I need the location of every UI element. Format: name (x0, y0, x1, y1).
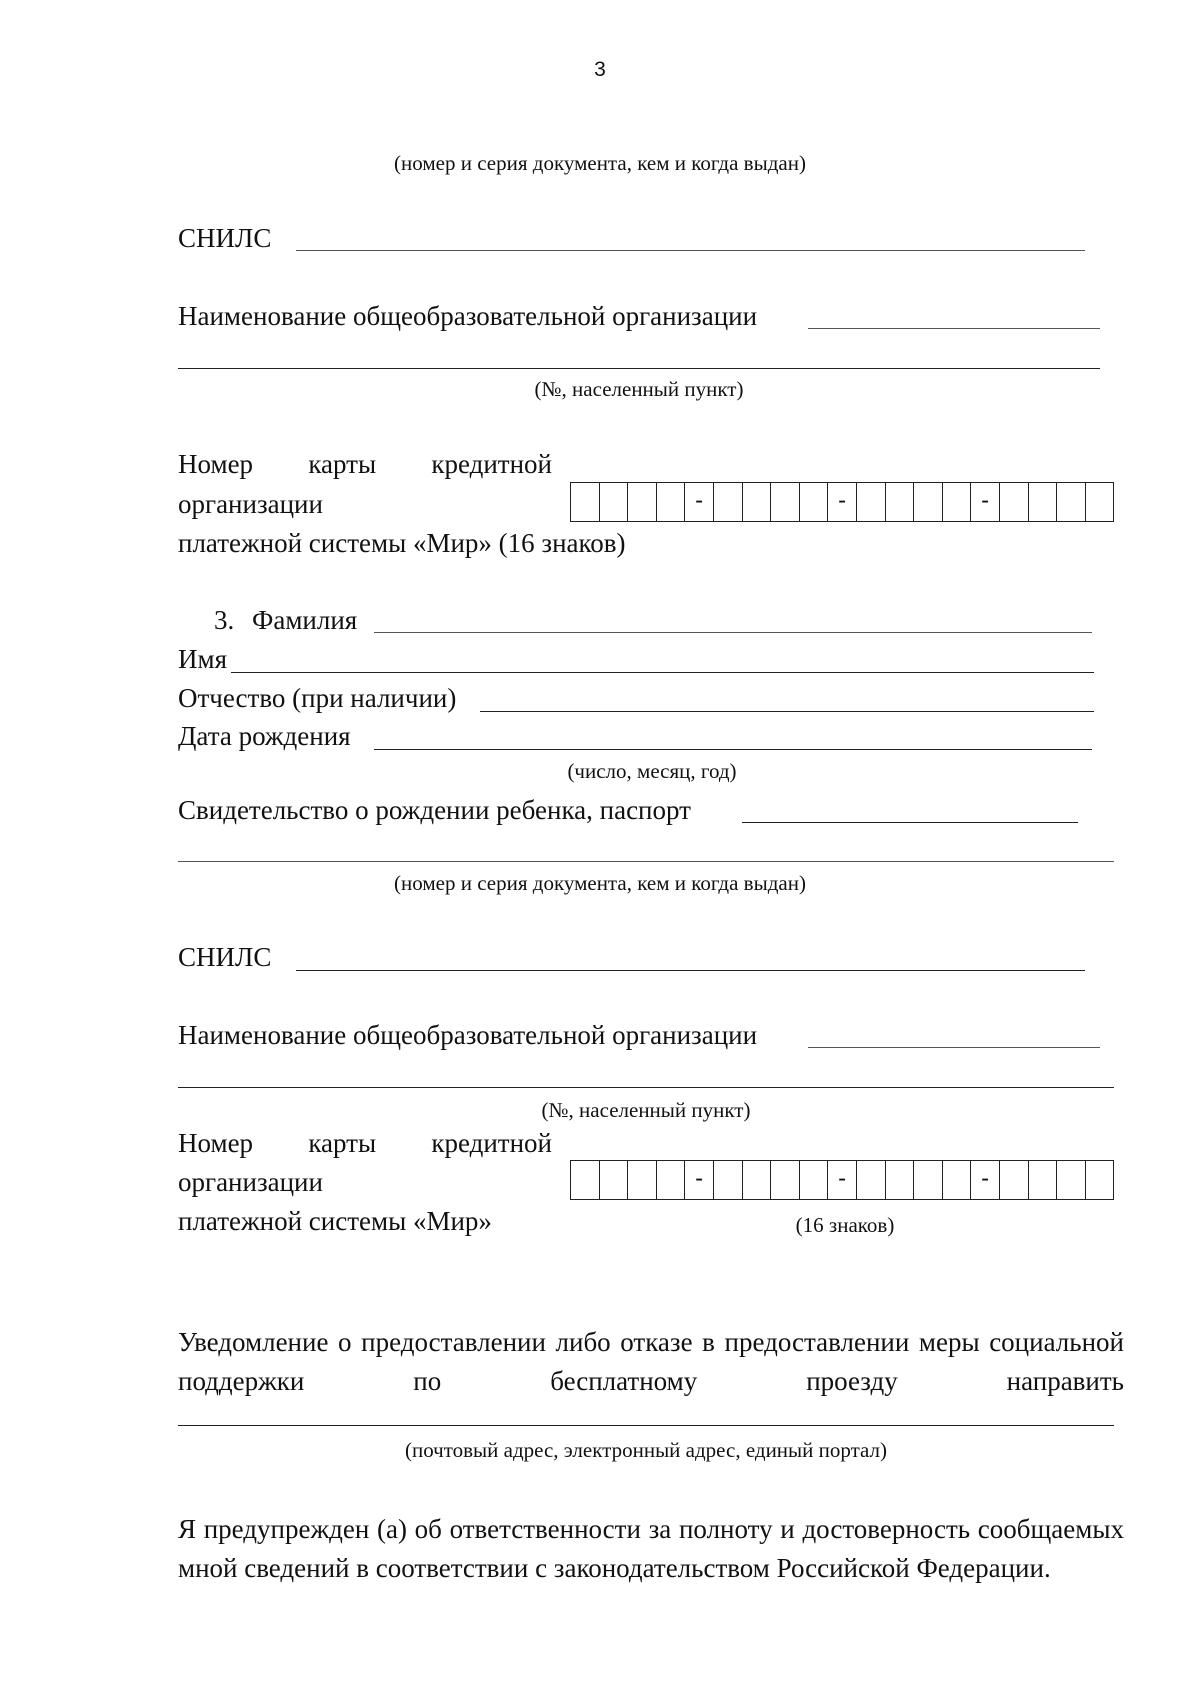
patronymic-field[interactable] (480, 711, 1094, 712)
school-field[interactable] (808, 328, 1100, 329)
school-field-line2[interactable] (178, 1087, 1114, 1088)
snils-field[interactable] (296, 970, 1085, 971)
card-digit-box[interactable] (571, 482, 600, 522)
card-label-line1: Номер карты кредитной (178, 449, 552, 479)
card-digit-box[interactable] (1086, 1160, 1115, 1200)
snils-label: СНИЛС (178, 223, 272, 253)
card-digit-box[interactable] (743, 1160, 772, 1200)
school-field-line2[interactable] (178, 368, 1100, 369)
birthdate-label: Дата рождения (178, 721, 351, 751)
card-label-line3: платежной системы «Мир» (178, 1206, 492, 1236)
name-label: Имя (178, 644, 228, 674)
card-separator: - (828, 1160, 857, 1200)
card-digit-box[interactable] (657, 1160, 686, 1200)
document-caption: (номер и серия документа, кем и когда выдан) (394, 871, 806, 895)
card-caption: (16 знаков) (795, 1213, 895, 1237)
card-digit-box[interactable] (857, 482, 886, 522)
patronymic-label: Отчество (при наличии) (178, 683, 457, 713)
snils-label: СНИЛС (178, 942, 272, 972)
surname-label: Фамилия (252, 605, 358, 635)
card-digit-box[interactable] (1000, 482, 1029, 522)
card-digit-box[interactable] (886, 1160, 915, 1200)
card-separator: - (971, 482, 1000, 522)
school-caption: (№, населенный пункт) (541, 1098, 751, 1122)
surname-field[interactable] (374, 632, 1092, 633)
document-caption: (номер и серия документа, кем и когда выдан) (394, 151, 806, 175)
school-caption: (№, населенный пункт) (534, 377, 744, 401)
card-digit-box[interactable] (743, 482, 772, 522)
card-digit-box[interactable] (943, 482, 972, 522)
card-label-line2: организации (178, 489, 323, 519)
certificate-field[interactable] (742, 822, 1078, 823)
notification-caption: (почтовый адрес, электронный адрес, единый портал) (404, 1438, 888, 1462)
card-digit-box[interactable] (1057, 1160, 1086, 1200)
card-digit-box[interactable] (771, 482, 800, 522)
card-label-line3: платежной системы «Мир» (16 знаков) (178, 528, 626, 558)
birthdate-caption: (число, месяц, год) (567, 759, 737, 783)
snils-field[interactable] (296, 250, 1085, 251)
card-digit-box[interactable] (1086, 482, 1115, 522)
name-field[interactable] (231, 672, 1094, 673)
card-label-line2: организации (178, 1167, 323, 1197)
card-digit-box[interactable] (628, 1160, 657, 1200)
school-label: Наименование общеобразовательной организации (178, 1020, 758, 1050)
card-digit-box[interactable] (1000, 1160, 1029, 1200)
card-digit-box[interactable] (1029, 482, 1058, 522)
card-digit-box[interactable] (714, 482, 743, 522)
section-number: 3. (214, 605, 235, 635)
page-number: 3 (594, 58, 606, 81)
birthdate-field[interactable] (374, 749, 1092, 750)
notification-address-field[interactable] (178, 1425, 1114, 1426)
card-digit-box[interactable] (800, 1160, 829, 1200)
card-number-boxes[interactable] (570, 1160, 1114, 1200)
card-digit-box[interactable] (914, 1160, 943, 1200)
certificate-field-line2[interactable] (178, 861, 1114, 862)
card-digit-box[interactable] (771, 1160, 800, 1200)
card-separator: - (685, 482, 714, 522)
card-digit-box[interactable] (857, 1160, 886, 1200)
card-digit-box[interactable] (800, 482, 829, 522)
card-number-boxes[interactable] (570, 482, 1114, 522)
card-digit-box[interactable] (1029, 1160, 1058, 1200)
card-digit-box[interactable] (1057, 482, 1086, 522)
card-label-line1: Номер карты кредитной (178, 1128, 552, 1158)
notification-text: Уведомление о предоставлении либо отказе в предоставлении меры социальной поддержки по бесплатному проезду направить (178, 1327, 1124, 1396)
card-separator: - (971, 1160, 1000, 1200)
card-digit-box[interactable] (914, 482, 943, 522)
card-digit-box[interactable] (600, 482, 629, 522)
card-separator: - (828, 482, 857, 522)
card-digit-box[interactable] (600, 1160, 629, 1200)
card-digit-box[interactable] (571, 1160, 600, 1200)
school-field[interactable] (808, 1047, 1100, 1048)
card-digit-box[interactable] (628, 482, 657, 522)
card-digit-box[interactable] (886, 482, 915, 522)
card-digit-box[interactable] (943, 1160, 972, 1200)
card-digit-box[interactable] (657, 482, 686, 522)
warning-text: Я предупрежден (а) об ответственности за полноту и достоверность сообщаемых мной сведений в соответствии с законодательством Российской Федерации. (178, 1514, 1124, 1583)
card-digit-box[interactable] (714, 1160, 743, 1200)
school-label: Наименование общеобразовательной организации (178, 301, 758, 331)
card-separator: - (685, 1160, 714, 1200)
certificate-label: Свидетельство о рождении ребенка, паспорт (178, 795, 691, 825)
